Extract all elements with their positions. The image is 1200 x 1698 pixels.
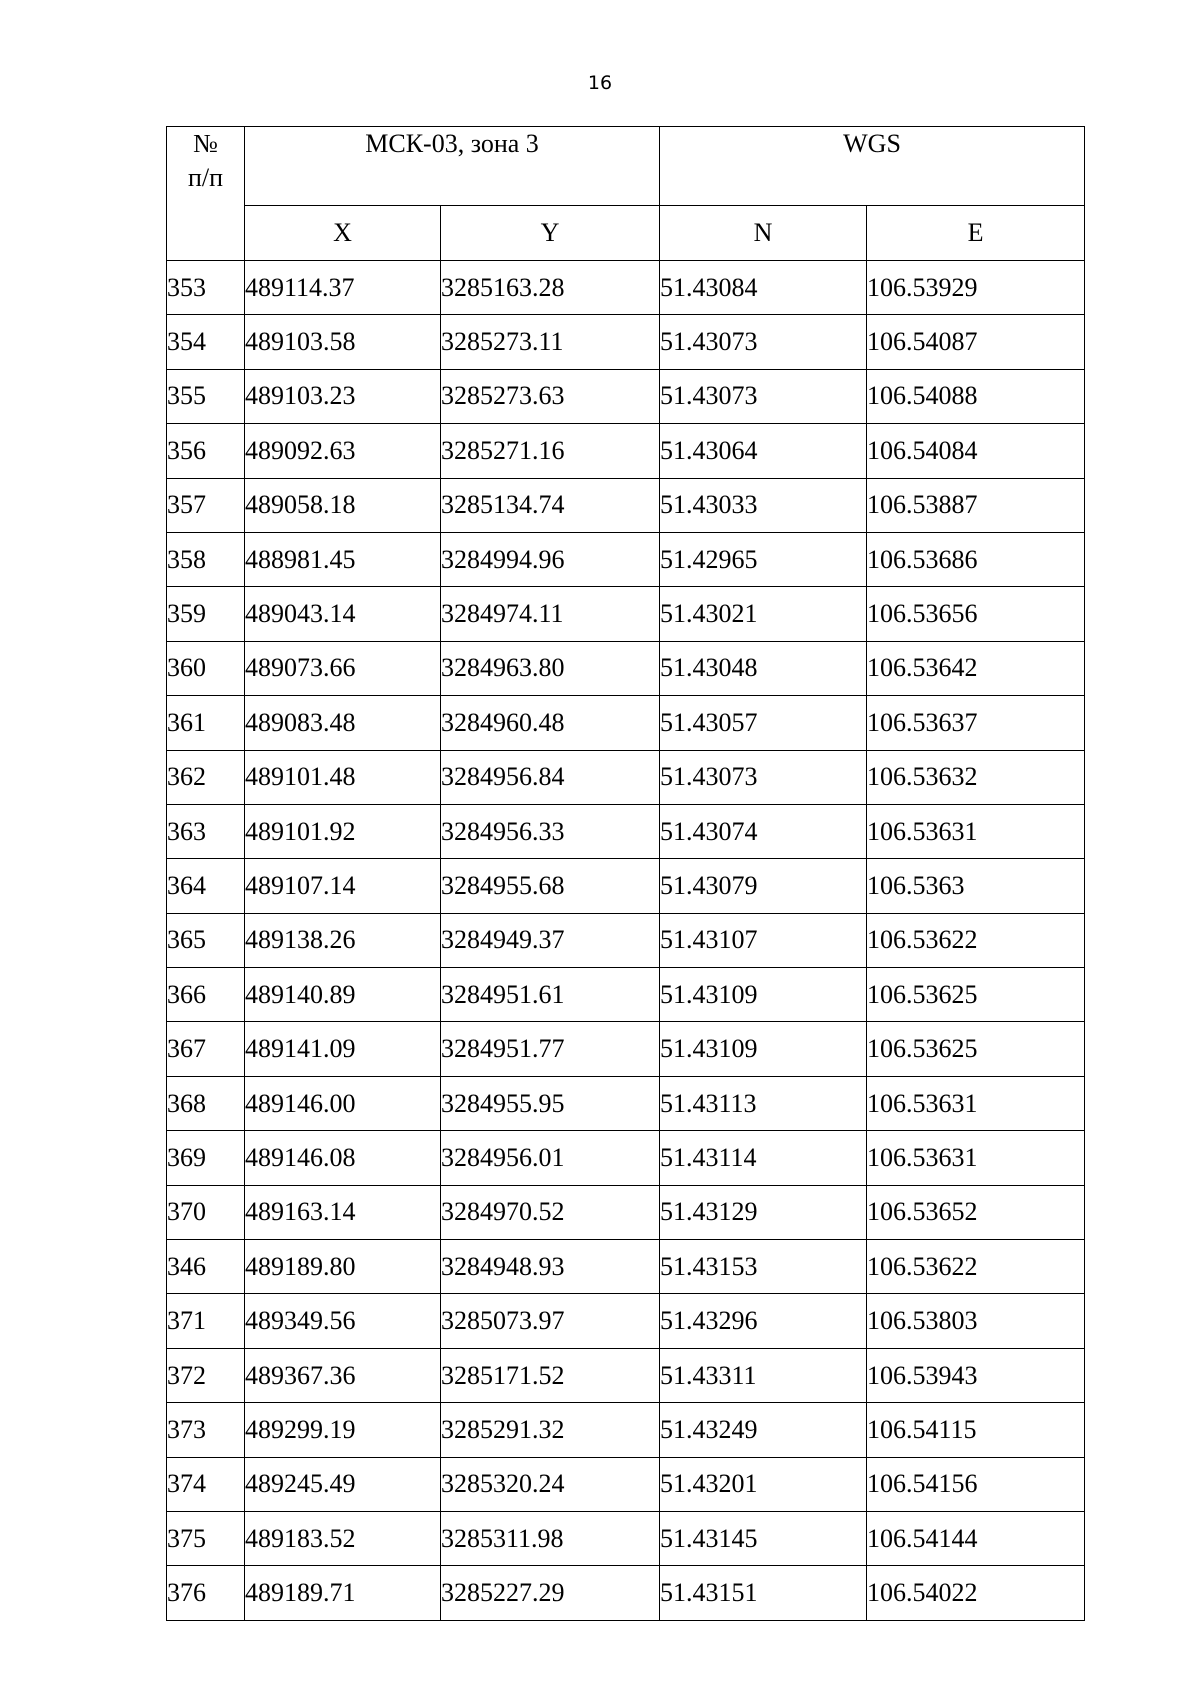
cell-e: 106.54144	[867, 1511, 1085, 1565]
cell-x: 489101.48	[245, 750, 441, 804]
cell-number: 365	[167, 913, 245, 967]
cell-n: 51.43109	[660, 1022, 867, 1076]
table-row	[167, 478, 1085, 532]
cell-n: 51.43107	[660, 913, 867, 967]
cell-x: 489138.26	[245, 913, 441, 967]
cell-y: 3285227.29	[441, 1566, 660, 1620]
table-row	[167, 1022, 1085, 1076]
cell-number: 346	[167, 1240, 245, 1294]
cell-x: 489146.08	[245, 1131, 441, 1185]
cell-number: 375	[167, 1511, 245, 1565]
table-row	[167, 1294, 1085, 1348]
cell-n: 51.43113	[660, 1076, 867, 1130]
table-row	[167, 261, 1085, 315]
cell-e: 106.53631	[867, 1076, 1085, 1130]
coordinates-table	[166, 126, 1085, 1621]
cell-number: 358	[167, 532, 245, 586]
cell-number: 376	[167, 1566, 245, 1620]
header-e: E	[867, 206, 1085, 261]
cell-x: 489189.80	[245, 1240, 441, 1294]
cell-e: 106.53625	[867, 968, 1085, 1022]
cell-y: 3284956.84	[441, 750, 660, 804]
header-num-label: п/п	[187, 163, 224, 192]
cell-n: 51.43057	[660, 696, 867, 750]
cell-n: 51.43073	[660, 750, 867, 804]
cell-y: 3284994.96	[441, 532, 660, 586]
cell-y: 3284970.52	[441, 1185, 660, 1239]
cell-x: 489083.48	[245, 696, 441, 750]
cell-n: 51.43073	[660, 369, 867, 423]
cell-n: 51.43114	[660, 1131, 867, 1185]
table-row	[167, 587, 1085, 641]
cell-y: 3285273.63	[441, 369, 660, 423]
cell-n: 51.43129	[660, 1185, 867, 1239]
cell-x: 489146.00	[245, 1076, 441, 1130]
cell-n: 51.43084	[660, 261, 867, 315]
cell-number: 370	[167, 1185, 245, 1239]
cell-x: 489114.37	[245, 261, 441, 315]
cell-e: 106.53631	[867, 1131, 1085, 1185]
table-row	[167, 369, 1085, 423]
cell-n: 51.43021	[660, 587, 867, 641]
header-n: N	[660, 206, 867, 261]
cell-number: 371	[167, 1294, 245, 1348]
table-row	[167, 859, 1085, 913]
cell-y: 3284948.93	[441, 1240, 660, 1294]
table-row	[167, 696, 1085, 750]
cell-e: 106.53637	[867, 696, 1085, 750]
cell-x: 489043.14	[245, 587, 441, 641]
table-row	[167, 1348, 1085, 1402]
cell-x: 489140.89	[245, 968, 441, 1022]
cell-x: 489349.56	[245, 1294, 441, 1348]
table-row	[167, 1457, 1085, 1511]
cell-n: 51.43201	[660, 1457, 867, 1511]
cell-y: 3284955.68	[441, 859, 660, 913]
cell-y: 3285163.28	[441, 261, 660, 315]
cell-number: 354	[167, 315, 245, 369]
cell-e: 106.53686	[867, 532, 1085, 586]
cell-number: 372	[167, 1348, 245, 1402]
cell-n: 51.43109	[660, 968, 867, 1022]
header-x: X	[245, 206, 441, 261]
cell-n: 51.43033	[660, 478, 867, 532]
header-y: Y	[441, 206, 660, 261]
cell-e: 106.54022	[867, 1566, 1085, 1620]
cell-x: 489245.49	[245, 1457, 441, 1511]
cell-x: 489189.71	[245, 1566, 441, 1620]
cell-e: 106.53622	[867, 1240, 1085, 1294]
cell-n: 51.43153	[660, 1240, 867, 1294]
cell-y: 3284949.37	[441, 913, 660, 967]
cell-e: 106.53803	[867, 1294, 1085, 1348]
cell-x: 489058.18	[245, 478, 441, 532]
header-num-symbol: №	[193, 129, 218, 158]
cell-y: 3285271.16	[441, 424, 660, 478]
cell-number: 373	[167, 1403, 245, 1457]
cell-n: 51.43064	[660, 424, 867, 478]
cell-n: 51.43079	[660, 859, 867, 913]
table-row	[167, 315, 1085, 369]
cell-y: 3285171.52	[441, 1348, 660, 1402]
header-row-groups	[167, 127, 1085, 206]
cell-e: 106.53656	[867, 587, 1085, 641]
cell-number: 368	[167, 1076, 245, 1130]
cell-number: 355	[167, 369, 245, 423]
cell-y: 3284951.77	[441, 1022, 660, 1076]
cell-n: 51.43151	[660, 1566, 867, 1620]
table-row	[167, 968, 1085, 1022]
cell-number: 356	[167, 424, 245, 478]
cell-y: 3285291.32	[441, 1403, 660, 1457]
cell-e: 106.53887	[867, 478, 1085, 532]
table-row	[167, 1511, 1085, 1565]
cell-y: 3285073.97	[441, 1294, 660, 1348]
cell-y: 3284956.01	[441, 1131, 660, 1185]
cell-y: 3284951.61	[441, 968, 660, 1022]
cell-x: 488981.45	[245, 532, 441, 586]
table-row	[167, 1076, 1085, 1130]
cell-x: 489103.23	[245, 369, 441, 423]
cell-e: 106.54156	[867, 1457, 1085, 1511]
header-wgs-group: WGS	[660, 127, 1085, 206]
cell-x: 489103.58	[245, 315, 441, 369]
cell-n: 51.43048	[660, 641, 867, 695]
table-row	[167, 1240, 1085, 1294]
cell-e: 106.53929	[867, 261, 1085, 315]
cell-y: 3284963.80	[441, 641, 660, 695]
table-row	[167, 1566, 1085, 1620]
cell-y: 3285134.74	[441, 478, 660, 532]
cell-n: 51.42965	[660, 532, 867, 586]
cell-e: 106.53625	[867, 1022, 1085, 1076]
cell-number: 357	[167, 478, 245, 532]
cell-x: 489299.19	[245, 1403, 441, 1457]
header-msk-group: МСК-03, зона 3	[245, 127, 660, 206]
table-body	[167, 261, 1085, 1621]
table-row	[167, 641, 1085, 695]
cell-x: 489092.63	[245, 424, 441, 478]
header-row-axes	[167, 206, 1085, 261]
cell-number: 363	[167, 804, 245, 858]
header-row-number	[167, 127, 245, 261]
table-row	[167, 750, 1085, 804]
table-row	[167, 532, 1085, 586]
cell-e: 106.54088	[867, 369, 1085, 423]
cell-y: 3285320.24	[441, 1457, 660, 1511]
cell-number: 367	[167, 1022, 245, 1076]
cell-y: 3285311.98	[441, 1511, 660, 1565]
cell-x: 489101.92	[245, 804, 441, 858]
cell-e: 106.53632	[867, 750, 1085, 804]
cell-e: 106.54087	[867, 315, 1085, 369]
cell-n: 51.43296	[660, 1294, 867, 1348]
cell-number: 362	[167, 750, 245, 804]
table-row	[167, 424, 1085, 478]
cell-e: 106.53943	[867, 1348, 1085, 1402]
cell-y: 3284955.95	[441, 1076, 660, 1130]
cell-x: 489367.36	[245, 1348, 441, 1402]
cell-e: 106.54115	[867, 1403, 1085, 1457]
cell-number: 361	[167, 696, 245, 750]
cell-y: 3284956.33	[441, 804, 660, 858]
cell-n: 51.43145	[660, 1511, 867, 1565]
cell-number: 369	[167, 1131, 245, 1185]
table-row	[167, 913, 1085, 967]
cell-y: 3284960.48	[441, 696, 660, 750]
cell-e: 106.53652	[867, 1185, 1085, 1239]
table-row	[167, 804, 1085, 858]
cell-n: 51.43073	[660, 315, 867, 369]
page-number: 16	[587, 72, 613, 94]
cell-n: 51.43074	[660, 804, 867, 858]
cell-x: 489141.09	[245, 1022, 441, 1076]
cell-e: 106.54084	[867, 424, 1085, 478]
cell-y: 3285273.11	[441, 315, 660, 369]
cell-x: 489107.14	[245, 859, 441, 913]
cell-number: 353	[167, 261, 245, 315]
cell-number: 366	[167, 968, 245, 1022]
cell-e: 106.53622	[867, 913, 1085, 967]
cell-number: 374	[167, 1457, 245, 1511]
table-row	[167, 1403, 1085, 1457]
cell-n: 51.43311	[660, 1348, 867, 1402]
table-row	[167, 1131, 1085, 1185]
cell-e: 106.5363	[867, 859, 1085, 913]
cell-y: 3284974.11	[441, 587, 660, 641]
cell-number: 359	[167, 587, 245, 641]
cell-x: 489183.52	[245, 1511, 441, 1565]
cell-x: 489073.66	[245, 641, 441, 695]
cell-e: 106.53642	[867, 641, 1085, 695]
cell-number: 360	[167, 641, 245, 695]
cell-x: 489163.14	[245, 1185, 441, 1239]
cell-number: 364	[167, 859, 245, 913]
cell-n: 51.43249	[660, 1403, 867, 1457]
cell-e: 106.53631	[867, 804, 1085, 858]
table-row	[167, 1185, 1085, 1239]
